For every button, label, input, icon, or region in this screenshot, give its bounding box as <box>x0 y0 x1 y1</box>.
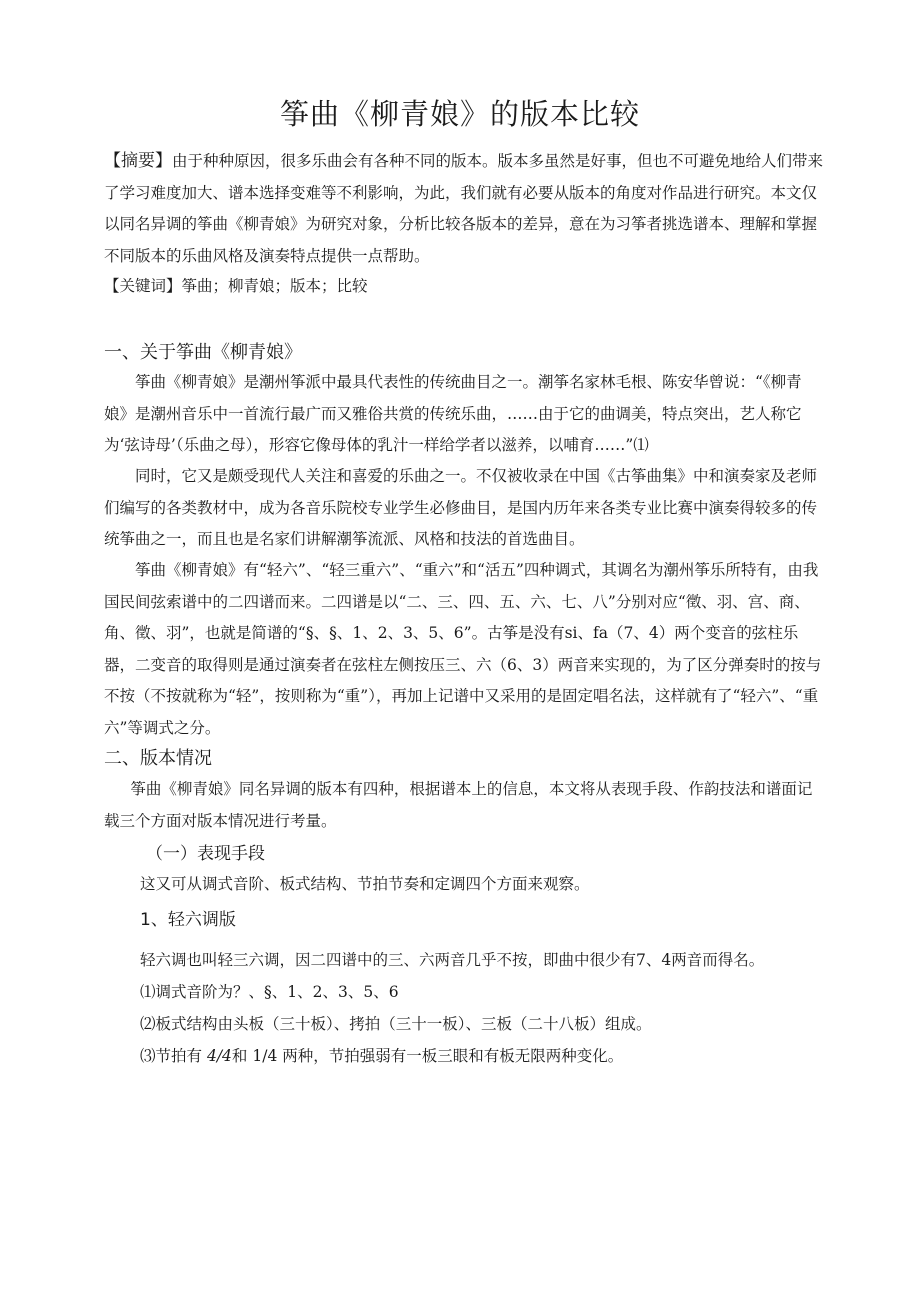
subsection-heading-2: 1、轻六调版 <box>140 910 236 930</box>
abstract-paragraph <box>104 146 824 272</box>
keywords-label: 【关键词】 <box>104 277 182 295</box>
abstract-label: 【摘要】 <box>104 151 172 171</box>
section2-heading: 二、版本情况 <box>104 748 212 769</box>
subsection-heading-1: （一）表现手段 <box>146 844 265 864</box>
section1-paragraph-1: 筝曲《柳青娘》是潮州筝派中最具代表性的传统曲目之一。潮筝名家林毛根、陈安华曾说：“《柳青娘》是潮州音乐中一首流行最广而又雅俗共赏的传统乐曲，……由于它的曲调美，特点突出，艺人称它为‘弦诗母’（乐曲之母），形容它像母体的乳汁一样给学者以滋养，以哺育……”⑴ <box>104 373 802 454</box>
section1-heading: 一、关于筝曲《柳青娘》 <box>104 342 302 363</box>
keywords-text: 筝曲；柳青娘；版本；比较 <box>181 277 368 295</box>
list-item-1: ⑴调式音阶为？、§、1、2、3、5、6 <box>140 983 399 1001</box>
list-item-2: ⑵板式结构由头板（三十板）、拷拍（三十一板）、三板（二十八板）组成。 <box>140 1015 652 1033</box>
list-item-3-part-c: 和 <box>231 1047 248 1065</box>
list-item-3 <box>140 1044 623 1066</box>
section1-paragraph-2: 同时，它又是颇受现代人关注和喜爱的乐曲之一。不仅被收录在中国《古筝曲集》中和演奏家及老师们编写的各类教材中，成为各音乐院校专业学生必修曲目，是国内历年来各类专业比赛中演奏得较多的传统筝曲之一，而且也是名家们讲解潮筝流派、风格和技法的首选曲目。 <box>104 467 818 548</box>
list-item-3-fraction-b: 1/4 <box>252 1047 278 1065</box>
subsection-2-text: 轻六调也叫轻三六调，因二四谱中的三、六两音几乎不按，即曲中很少有7、4两音而得名。 <box>140 951 765 969</box>
abstract-text: 由于种种原因，很多乐曲会有各种不同的版本。版本多虽然是好事，但也不可避免地给人们带来了学习难度加大、谱本选择变难等不利影响，为此，我们就有必要从版本的角度对作品进行研究。本文仅以同名异调的筝曲《柳青娘》为研究对象，分析比较各版本的差异，意在为习筝者挑选谱本、理解和掌握不同版本的乐曲风格及演奏特点提供一点帮助。 <box>104 152 824 265</box>
page-title: 筝曲《柳青娘》的版本比较 <box>279 97 640 131</box>
section1-paragraph-3: 筝曲《柳青娘》有“轻六”、“轻三重六”、“重六”和“活五”四种调式，其调名为潮州筝乐所特有，由我国民间弦索谱中的二四谱而来。二四谱是以“二、三、四、五、六、七、八”分别对应“徵、羽、宫、商、角、徵、羽”，也就是简谱的“§、§、1、2、3、5、6”。古筝是没有si、fa（7、4）两个变音的弦柱乐器，二变音的取得则是通过演奏者在弦柱左侧按压三、六（6、3）两音来实现的，为了区分弹奏时的按与不按（不按就称为“轻”，按则称为“重”），再加上记谱中又采用的是固定唱名法，这样就有了“轻六”、“重六”等调式之分。 <box>104 561 822 737</box>
keywords-line <box>104 271 824 303</box>
list-item-3-fraction-a: 4/4 <box>206 1047 232 1065</box>
list-item-3-part-a: ⑶节拍有 <box>140 1047 203 1065</box>
list-item-3-part-e: 两种，节拍强弱有一板三眼和有板无限两种变化。 <box>282 1047 624 1065</box>
section2-paragraph-1: 筝曲《柳青娘》同名异调的版本有四种，根据谱本上的信息，本文将从表现手段、作韵技法和谱面记载三个方面对版本情况进行考量。 <box>104 780 813 830</box>
subsection-1-text: 这又可从调式音阶、板式结构、节拍节奏和定调四个方面来观察。 <box>140 875 590 893</box>
